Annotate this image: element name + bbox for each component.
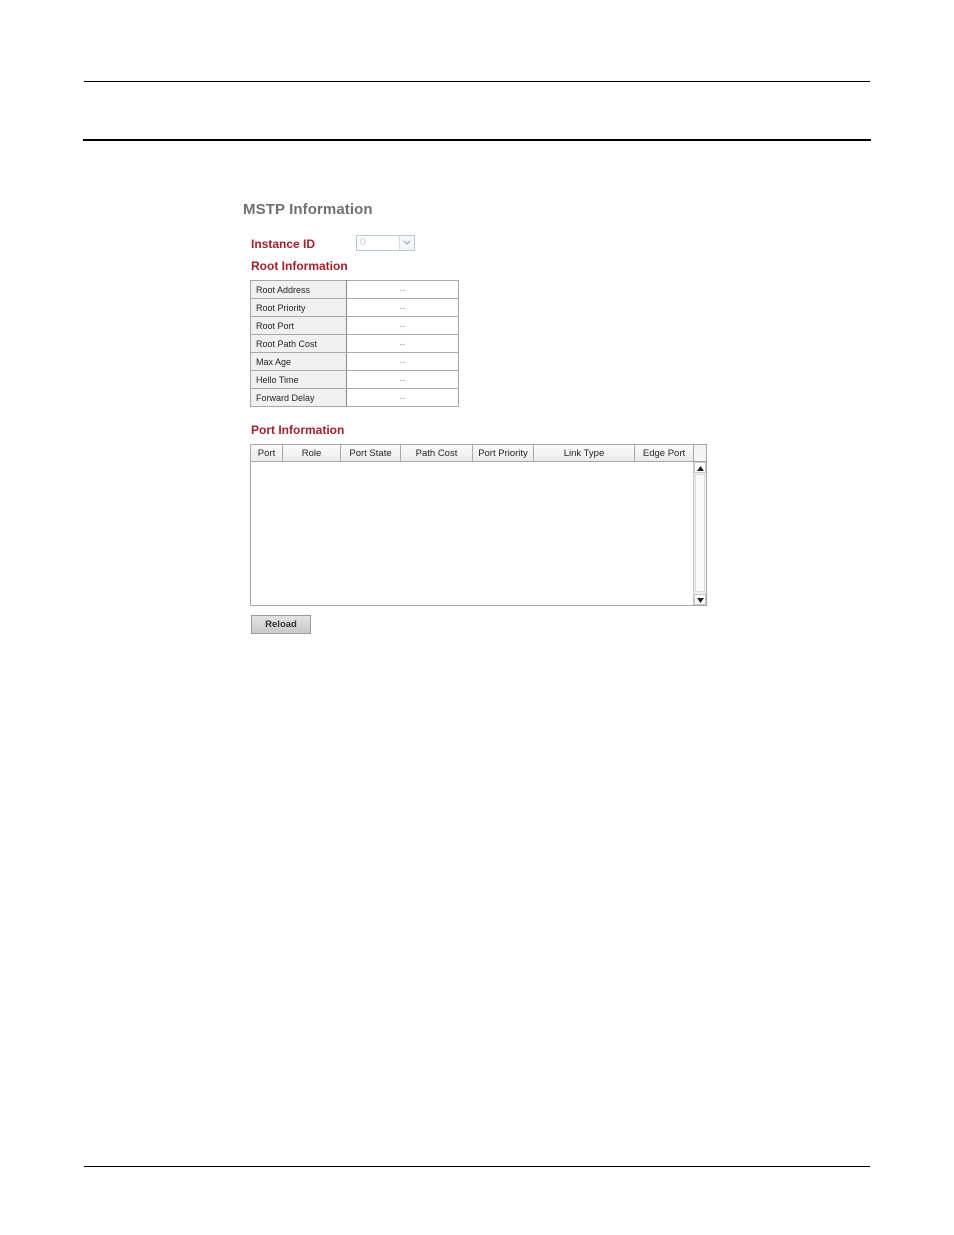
forward-delay-key: Forward Delay: [251, 389, 347, 407]
table-row: [251, 299, 459, 317]
column-header-port[interactable]: Port: [251, 445, 283, 462]
table-row: [251, 281, 459, 299]
triangle-down-icon: [697, 598, 704, 603]
footer-rule: [84, 1166, 870, 1167]
root-information-label: Root Information: [251, 259, 348, 273]
hello-time-key: Hello Time: [251, 371, 347, 389]
triangle-up-icon: [697, 466, 704, 471]
column-header-role[interactable]: Role: [283, 445, 341, 462]
table-row: [251, 353, 459, 371]
instance-id-select[interactable]: [356, 235, 415, 251]
header-rule-bottom: [83, 139, 871, 141]
scroll-up-button[interactable]: [694, 462, 706, 473]
root-information-table: [250, 280, 459, 407]
root-port-key: Root Port: [251, 317, 347, 335]
root-address-value: --: [347, 281, 459, 299]
header-rule-top: [84, 81, 870, 82]
root-priority-key: Root Priority: [251, 299, 347, 317]
table-row: [251, 389, 459, 407]
port-information-table: [250, 444, 707, 606]
instance-id-label: Instance ID: [251, 237, 316, 251]
scroll-down-button[interactable]: [694, 594, 706, 605]
reload-button[interactable]: Reload: [251, 615, 311, 634]
vertical-scrollbar[interactable]: [693, 462, 706, 605]
port-information-label: Port Information: [251, 423, 345, 437]
hello-time-value: --: [347, 371, 459, 389]
table-header-row: [251, 445, 694, 462]
forward-delay-value: --: [347, 389, 459, 407]
instance-id-value: 0: [360, 237, 366, 248]
column-header-edge-port[interactable]: Edge Port: [635, 445, 694, 462]
root-address-key: Root Address: [251, 281, 347, 299]
column-header-port-state[interactable]: Port State: [341, 445, 401, 462]
root-path-cost-key: Root Path Cost: [251, 335, 347, 353]
table-row: [251, 317, 459, 335]
column-header-path-cost[interactable]: Path Cost: [401, 445, 473, 462]
max-age-value: --: [347, 353, 459, 371]
dropdown-button[interactable]: [399, 236, 414, 250]
max-age-key: Max Age: [251, 353, 347, 371]
column-header-link-type[interactable]: Link Type: [534, 445, 635, 462]
root-priority-value: --: [347, 299, 459, 317]
table-row: [251, 371, 459, 389]
root-port-value: --: [347, 317, 459, 335]
column-header-port-priority[interactable]: Port Priority: [473, 445, 534, 462]
scrollbar-corner: [693, 445, 706, 462]
scrollbar-thumb[interactable]: [695, 474, 705, 592]
table-row: [251, 335, 459, 353]
chevron-down-icon: [403, 240, 411, 246]
root-path-cost-value: --: [347, 335, 459, 353]
page-title: MSTP Information: [243, 201, 373, 218]
